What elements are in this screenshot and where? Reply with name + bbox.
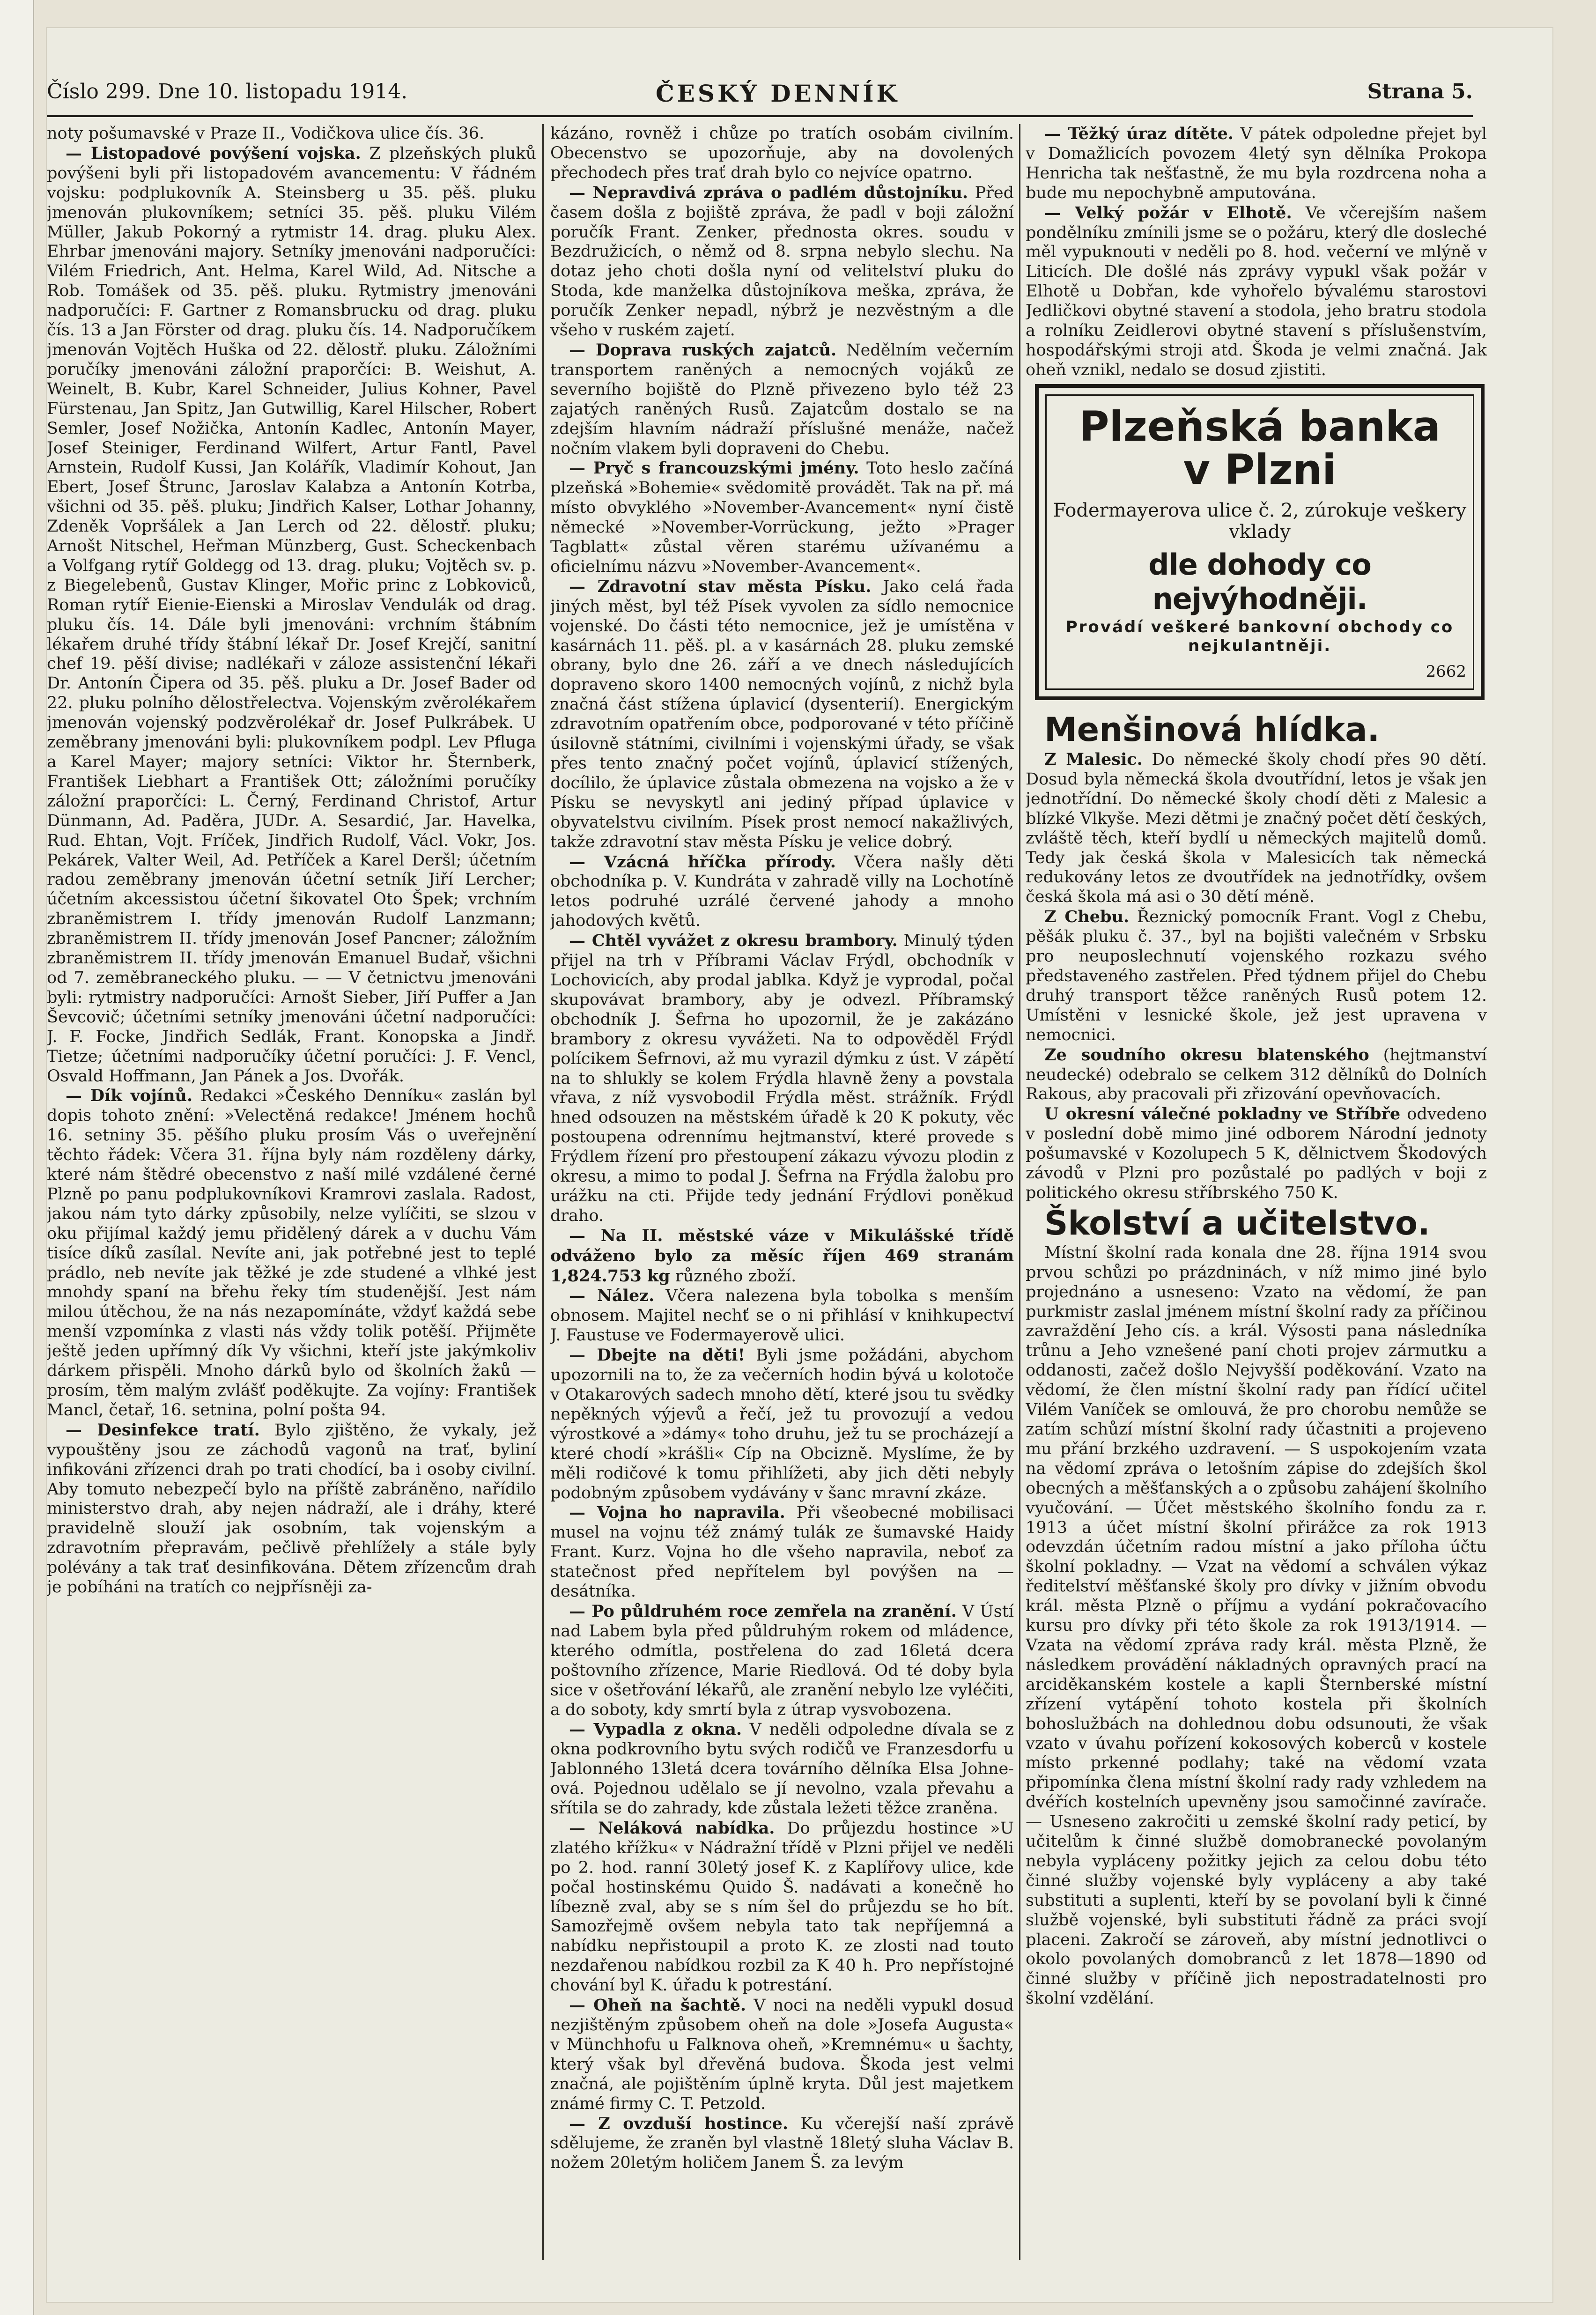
article-text: Toto heslo začíná plzeňská »Bohemie« svědomitě provádět. Tak na př. má místo obvyklého »November-Avancement« nyní čistě německé »November-Vorrückung, ježto »Prager Tagblatt« zůstal věren starému užívanému a oficielnímu názvu »November-Avancement«. [550, 459, 1014, 576]
article [550, 340, 1014, 459]
article-headline: — Vzácná hříčka přírody. [569, 852, 836, 872]
article-headline: — Vojna ho napravila. [569, 1503, 785, 1523]
article-text: Včera našly děti obchodníka p. V. Kundráta v zahradě villy na Lochotíně letos podruhé uzrálé červené jahody a mnoho jahodových květů. [550, 852, 1014, 931]
article [550, 1819, 1014, 1996]
article-headline: — Neláková nabídka. [569, 1818, 775, 1838]
article-text: V Ústí nad Labem byla před půldruhým rokem od mládence, kterého odmítla, postřelena do zad 16letá dcera poštovního zřízence, Marie Riedlová. Od té doby byla sice v ošetřování lékařů, ale zranění nebylo lze vyléčiti, a do soboty, kdy smrtí byla z útrap vysvobozena. [550, 1602, 1014, 1719]
page-header [47, 80, 1473, 117]
article [550, 1286, 1014, 1346]
ad-bank-name: Plzeňská banka [1079, 402, 1441, 451]
column-1 [47, 124, 536, 2260]
article-text: Včera nalezena byla tobolka s menším obnosem. Majitel nechť se o ni přihlásí v knihkupectví J. Faustuse ve Fodermayerově ulici. [550, 1287, 1014, 1345]
article-text: V neděli odpoledne dívala se z okna podkrovního bytu svých rodičů ve Franzesdorfu u Jablonného 13letá dcera továrního dělníka Elsa Johne-ová. Pojednou udělalo se jí nevolno, vzala převahu a sřítila se do zahrady, kde zůstala ležeti těžce zraněna. [550, 1720, 1014, 1818]
newspaper-title: ČESKÝ DENNÍK [656, 80, 900, 107]
ad-address: Fodermayerova ulice č. 2, zúrokuje veškery vklady [1053, 500, 1467, 543]
article [47, 144, 536, 1087]
issue-and-date: Číslo 299. Dne 10. listopadu 1914. [47, 80, 408, 104]
article-headline: — Těžký úraz dítěte. [1044, 124, 1234, 143]
article-text: Řeznický pomocník Frant. Vogl z Chebu, pěšák pluku č. 37., byl na bojišti valečném v Srbsku pro neuposlechnutí vojenského rozkazu svého představeného zastřelen. Před týdnem přijel do Chebu druhý transport těžce raněných Rusů potem 12. Umístěni v lesnické škole, jež jest upravena v nemocnici. [1026, 908, 1487, 1044]
column-3-bottom [1026, 710, 1487, 2009]
article-headline: — Zdravotní stav města Písku. [569, 577, 872, 596]
article-text: Redakci »Českého Denníku« zaslán byl dopis tohoto znění: »Velectěná redakce! Jménem hochů 16. setniny 35. pěšího pluku prosím Vás o uveřejnění těchto řádek: Včera 31. října byly nám rozděleny dárky, které nám štědré obecenstvo z naší milé vzdálené černé Plzně po panu podplukovníkovi Kramrovi zaslala. Radost, jakou nám tyto dárky způsobily, nelze vylíčiti, se slzou v oku přijímal každý jemu přidělený dárek a v duchu Vám tisíce díků zasílal. Nevíte ani, jak potřebné jest to teplé prádlo, neb nevíte jak těžké je zde studené a vlhké jest mnohdy spaní na břehu řeky tím studenější. Jest nám milou útěchou, že na nás nezapomínáte, vždyť každá sebe menší vzpomínka z vlasti nás vždy tolik potěší. Přijměte ještě jeden upřímný dík Vy všichni, kteří jste jakýmkoliv dárkem přispěli. Mnoho dárků bylo od školních žaků — prosím, těm malým zvlášť poděkujte. Za vojíny: František Mancl, četař, 16. setnina, polní pošta 94. [47, 1087, 536, 1420]
article [550, 1226, 1014, 1287]
article-headline: — Doprava ruských zajatců. [569, 340, 837, 360]
article [550, 183, 1014, 340]
article [550, 1503, 1014, 1602]
article [550, 852, 1014, 932]
article [47, 1420, 536, 1598]
article-text: Do průjezdu hostince »U zlatého křížku« v Nádražní třídě v Plzni přijel ve neděli po 2. hod. ranní 30letý josef K. z Kaplířovy ulice, kde počal hostinskému Quido Š. nadávati a konečně ho líbezně zval, aby se s ním šel do průjezdu se ho bít. Samozřejmě ovšem nebyla tato tak nepříjemná a nabídku nepřistoupil a proto K. ze zlosti nad touto nezdařenou nabídkou rozbil za K 40 h. Pro nepřístojné chování byl K. úřadu k potrestání. [550, 1819, 1014, 1995]
article [550, 1602, 1014, 1720]
ad-bank-city: v Plzni [1183, 445, 1337, 494]
column-rule [1019, 124, 1020, 2260]
article-headline: — Velký požár v Elhotě. [1044, 203, 1292, 222]
article-text: Bylo zjištěno, že vykaly, jež vypouštěny jsou ze záchodů vagonů na trať, byliní infikováni zřízenci drah po trati chodící, ba i osoby civilní. Aby tomuto nebezpečí bylo na příště zabráněno, nařídilo ministerstvo drah, aby nejen nádraží, ale i dráhy, které pravidelně slouží jak osobním, tak vojenským a zdravotním přepravám, pečlivě přehlížely a stále byly polévány a tak trať desinfikována. Dětem zřízencům drah je pobíháni na tratích co nejpřísněji za- [47, 1420, 536, 1597]
article-headline: Z Chebu. [1044, 907, 1130, 927]
article-headline: — Po půldruhém roce zemřela na zranění. [569, 1601, 957, 1621]
article-text: kázáno, rovněž i chůze po tratích osobám civilním. Obecenstvo se upozorňuje, aby na dovolených přechodech přes trať drah bylo co nejvíce opatrno. [550, 124, 1014, 182]
article [550, 577, 1014, 852]
article-text: odvedeno v poslední době mimo jiné odborem Národní jednoty pošumavské v Kozolupech 5 K, dělnictvem Škodových závodů v Plzni pro pozůstalé po padlých v boji z politického okresu stříbrského 750 K. [1026, 1105, 1487, 1202]
column-rule [542, 124, 544, 2260]
article-headline: — Chtěl vyvážet z okresu brambory. [569, 931, 898, 951]
article-text: Ve včerejším našem pondělníku zmínili jsme se o požáru, který dle dosleché měl vypuknouti v neděli po 8. hod. večerní ve mlýně v Liticích. Dle došlé nás zprávy vypukl však požár v Elhotě u Dobřan, kde vyhořelo bývalému starostovi Jedličkovi obytné stavení a stodola, jeho bratru stodola a rolníku Zeidlerovi obytné stavení s příslušenstvím, hospodářskými stroji atd. Škoda je velmi značná. Jak oheň vznikl, nedalo se dosud zjistiti. [1026, 203, 1487, 379]
article-text: Místní školní rada konala dne 28. října 1914 svou prvou schůzi po prázdninách, v níž mimo jiné bylo projednáno a usneseno: Vzato na vědomí, že pan purkmistr zaslal jménem místní školní rady za příčinou zavraždění Jeho cís. a král. Výsosti pana následníka trůnu a Jeho vznešené paní choti projev zármutku a oddanosti, začež došlo Nejvyšší poděkování. Vzato na vědomí, že člen místní školní rady pan řídící učitel Vilém Vaníček se omlouvá, že pro chorobu nemůže se zatím schůzí místní školní rady účastniti a projeveno mu přání brzkého uzdravení. — S uspokojením vzata na vědomí zpráva o letošním zápise do zdejších škol obecných a měšťanských a o způsobu zahájení školního vyučování. — Účet městského školního fondu za r. 1913 a účet místní školní přirážce za rok 1913 odevzdán účetním radou místní a jako příloha účtu školní pokladny. — Vzat na vědomí a schválen výkaz ředitelství měšťanské školy pro dívky v jižním obvodu král. města Plzně o příjmu a vydání pokračovacího kursu pro dívky při této škole za rok 1913/1914. — Vzata na vědomí zpráva rady král. města Plzně, že následkem provádění nákladných opravných prací na arciděkanském kostele a kapli Šternberské místní zřízení vytápění tohoto kostela při školních bohoslužbách na dohlednou dobu odsunouti, že však vzato v úvahu pořízení kokosových koberců v kostele místo prkenné podlahy; také na vědomí vzata připomínka člena místní školní rady rady vzhledem na dvéřích kostelních upevněny jsou samočinné zavírače. — Usneseno zakročiti u zemské školní rady peticí, by učitelům k činné službě domobranecké povolaným nebyla vypláceny požitky jejich za celou dobu této činné služby vojenské byly vypláceny a aby také substituti a suplenti, kteří by se povolaní byli k činné službě vojenské, byli substituti řádně za práci svojí placeni. Zakročí se zároveň, aby místní jednotlivci o okolo povolaných domobranců z let 1878—1890 od činné služby v příčině jich nepostradatelnosti pro školní vzdělání. [1026, 1243, 1487, 2008]
page-number: Strana 5. [1367, 80, 1473, 104]
article [1026, 750, 1487, 907]
article [550, 1720, 1014, 1819]
article-headline: Z Malesic. [1044, 750, 1143, 769]
article-headline: — Oheň na šachtě. [569, 1996, 746, 2015]
article [550, 1346, 1014, 1503]
article [1026, 124, 1487, 203]
article-headline: Ze soudního okresu blatenského [1044, 1045, 1369, 1065]
article-headline: — Nepravdivá zpráva o padlém důstojníku. [569, 183, 968, 202]
article-text: Před časem došla z bojiště zpráva, že padl v boji záložní poručík Frant. Zenker, přednosta okres. soudu v Bezdružicích, o němž od 8. srpna nebylo slechu. Na dotaz jeho choti došla nyní od velitelství pluku do Stoda, kde manželka důstojníkova meška, zpráva, že poručík Zenker nepadl, nýbrž je nezvěstným a dle všeho v ruském zajetí. [550, 183, 1014, 340]
article [1026, 203, 1487, 379]
article-text: Nedělním večerním transportem raněných a nemocných vojáků ze severního bojiště do Plzně přivezeno bylo též 23 zajatých raněných Rusů. Zajatcům dostalo se na zdejším hlavním nádraží příslušné menáže, načež nočním vlakem byli dopraveni do Chebu. [550, 340, 1014, 458]
article-headline: — Nález. [569, 1286, 655, 1306]
article-text: (hejtmanství neudecké) odebralo se celkem 312 dělníků do Dolních Rakous, aby pracovali při zřizování opevňovacích. [1026, 1045, 1487, 1104]
article-text: Minulý týden přijel na trh v Příbrami Václav Frýdl, obchodník v Lochovicích, aby prodal jablka. Když je vyprodal, počal skupovávat brambory, aby je odvezl. Příbramský obchodník J. Šefrna ho upozornil, že je zakázáno brambory z okresu vyvážeti. Na to odpověděl Frýdl polícikem Šefrnovi, až mu vyrazil dýmku z úst. V zápětí na to shlukly se kolem Frýdla hlavně ženy a povstala vřava, z níž vysvobodil Frýdla měst. strážník. Frýdl hned odsouzen na městském úřadě k 20 K pokuty, věc postoupena odrennímu hejtmanství, které provede s Frýdlem řízení pro přestoupení zákazu vývozu plodin z okresu, a mimo to podal J. Šefrna na Frýdla žalobu pro urážku na cti. Přijde tedy jednání Frýdlovi poněkud draho. [550, 932, 1014, 1225]
article [550, 931, 1014, 1226]
article-headline: — Dík vojínů. [66, 1086, 193, 1106]
article-headline: — Desinfekce tratí. [66, 1420, 260, 1440]
ad-code: 2662 [1426, 662, 1466, 681]
column-2 [550, 124, 1014, 2260]
ad-slogan: dle dohody co nejvýhodněji. [1148, 547, 1371, 616]
article-text: V pátek odpoledne přejet byl v Domažlicích povozem 4letý syn dělníka Prokopa Henricha tak nešťastně, že mu byla rozdrcena noha a bude mu nepochybně amputována. [1026, 125, 1487, 202]
article [550, 2114, 1014, 2174]
article-text: Z plzeňských pluků povýšeni byli při listopadovém avancementu: V řádném vojsku: podplukovník A. Steinsberg u 35. pěš. pluku jmenován plukovníkem; setníci 35. pěš. pluku Vilém Müller, Jakub Pokorný a rytmistr 14. drag. pluku Alex. Ehrbar jmenováni majory. Setníky jmenováni nadporučíci: Vilém Friedrich, Ant. Helma, Karel Wild, Ad. Nitsche a Rob. Tomášek od 35. pěš. pluku. Rytmistry jmenováni nadporučíci: F. Gartner z Romansbrucku od drag. pluku čís. 13 a Jan Förster od drag. pluku čís. 14. Nadporučíkem jmenován Vojtěch Huška od 22. dělostř. pluku. Záložními poručíky jmenováni záložní praporčíci: B. Weishut, A. Weinelt, B. Kubr, Karel Schneider, Julius Kohner, Pavel Fürstenau, Jan Spitz, Jan Gutwillig, Karel Hilscher, Robert Semler, Josef Nožička, Antonín Kadlec, Antonín Mayer, Josef Steiniger, Ferdinand Wilfert, Artur Fantl, Pavel Arnstein, Rudolf Kussi, Jan Kolářík, Vladimír Kohout, Jan Ebert, Josef Štrunc, Jaroslav Kalabza a Antonín Kotrba, všichni od 35. pěš. pluku; Jindřich Kalser, Lothar Johanny, Zdeněk Vopršálek a Jan Lerch od 22. dělostř. pluku; Arnošt Nitschel, Heřman Münzberg, Gust. Scheckenbach a Volfgang rytíř Goldegg od 13. drag. pluku; Vojtěch sv. p. z Biegelebenů, Gustav Klinger, Mořic princ z Lobkoviců, Roman rytíř Eienie-Eienski a Miroslav Vendulák od drag. pluku čís. 14. Dále byli jmenováni: vrchním štábním lékařem druhé třídy štábní lékař Dr. Josef Krejčí, sanitní chef 19. pěší divise; nadlékaři v záloze assistenční lékaři Dr. Antonín Čipera od 35. pěš. pluku a Dr. Josef Bader od 22. pluku polního dělostřelectva. Vojenským zvěrolékařem jmenován vojenský podzvěrolékař dr. Josef Pulkrábek. U zeměbrany jmenováni byli: plukovníkem podpl. Lev Pfluga a Karel Mayer; majory setníci: Viktor hr. Šternberk, František Liebhart a František Ott; záložními poručíky záložní praporčíci: L. Černý, Ferdinand Christof, Artur Dünmann, Ad. Paděra, JUDr. A. Sesardić, Jar. Havelka, Rud. Ehtan, Vojt. Fríček, Jindřich Rudolf, Václ. Vokr, Jos. Pekárek, Valter Weil, Ad. Petříček a Karel Deršl; účetním radou zeměbrany jmenován účetní setník Jiří Lercher; účetním akcessistou účetní šikovatel Oto Špek; vrchním zbraněmistrem I. třídy jmenován Rudolf Lanzmann; zbraněmistrem II. třídy jmenován Josef Pancner; záložním zbraněmistrem II. třídy jmenován Emanuel Budař, všichni od 7. zeměbraneckého pluku. — — V četnictvu jmenováni byli: rytmistry nadporučíci: Arnošt Sieber, Jiří Puffer a Jan Ševcovič; účetními setníky jmenováni účetní nadporučíci: J. F. Focke, Jindřich Sedlák, Frant. Konopska a Jindř. Tietze; účetními nadporučíky účetní poručíci: J. F. Vencl, Osvald Hoffmann, Jan Pánek a Jos. Dvořák. [47, 144, 536, 1086]
article-text: Jako celá řada jiných měst, byl též Písek vyvolen za sídlo nemocnice vojenské. Do části této nemocnice, jež je umístěna v kasárnách 11. pěš. pl. a v kasárnách 28. pluku zemské obrany, bylo dne 26. září a ve dnech následujících dopraveno skoro 1400 nemocných vojínů, z nichž byla značná část stížena úplavicí (dysenterií). Energickým zdravotním opatřením obce, podporované v této příčině úsilovně státními, civilními i vojenskými úřady, se však přes tento značný počet vojínů, úplavicí stížených, docílilo, že úplavice zůstala obmezena na vojsko a že v Písku se nevyskytl ani jediný případ úplavice v obyvatelstvu civilním. Písek prost nemocí nakažlivých, takže zdravotní stav města Písku je velice dobrý. [550, 577, 1014, 851]
article [550, 1996, 1014, 2114]
article-text: různého zboží. [675, 1266, 797, 1286]
binding-margin [0, 0, 34, 2315]
article-headline: — Listopadové povýšení vojska. [66, 143, 361, 163]
section-title-minority-watch: Menšinová hlídka. [1044, 710, 1380, 749]
article-text: V noci na neděli vypukl dosud nezjištěným způsobem oheň na dole »Josefa Augusta« v Münchhofu u Falknova oheň, »Kremnému« u šachty, který však byl dřevěná budova. Škoda jest velmi značná, ale pojištěním úplně kryta. Důl jest majetkem známé firmy C. T. Petzold. [550, 1996, 1014, 2113]
article-headline: — Z ovzduší hostince. [569, 2114, 789, 2133]
bank-advertisement [1035, 384, 1485, 700]
article [47, 1086, 536, 1420]
section-title-education: Školství a učitelstvo. [1044, 1204, 1430, 1243]
article-headline: — Dbejte na děti! [569, 1346, 745, 1365]
article-headline: — Vypadla z okna. [569, 1720, 742, 1739]
article [550, 459, 1014, 577]
article [1026, 1104, 1487, 1203]
column-3-top [1026, 124, 1487, 379]
article-text: Při všeobecné mobilisaci musel na vojnu též známý tulák ze šumavské Haidy Frant. Kurz. Vojna ho dle všeho napravila, neboť za statečnost před nepřítelem byl povýšen na — desátníka. [550, 1503, 1014, 1601]
article-text: noty pošumavské v Praze II., Vodičkova ulice čís. 36. [47, 124, 485, 143]
article-text: Byli jsme požádáni, abychom upozornili na to, že za večerních hodin bývá u kolotoče v Otakarových sadech mnoho dětí, které jsou tu svědky nepěkných výjevů a řečí, jež tu provozují a vedou výrostkové a »dámy« toho druhu, jež tu se procházejí a které chodí »krášli« Cíp na Obcizně. Myslíme, že by měli rodičové k tomu přihlížeti, aby jich děti nebyly podobným způsobem vydávány v šanc mravní zkáze. [550, 1346, 1014, 1502]
article-headline: U okresní válečné pokladny ve Stříbře [1044, 1104, 1401, 1124]
ad-inner-frame [1045, 394, 1474, 690]
article [1026, 907, 1487, 1045]
article-text: Ku včerejší naší zprávě sdělujeme, že zraněn byl vlastně 18letý sluha Václav B. nožem 20letým holičem Janem Š. za levým [550, 2114, 1014, 2173]
article-text: Do německé školy chodí přes 90 dětí. Dosud byla německá škola dvoutřídní, letos je však jen jednotřídní. Do německé školy chodí děti z Malesic a blízké Vlkyše. Mezi dětmi je značný počet dětí českých, zvláště těch, kteří bydlí u německých majitelů domů. Tedy jak česká škola v Malesicích tak německá redukovány letos ze dvoutřídek na jednotřídky, ovšem česká škola má asi o 30 dětí méně. [1026, 750, 1487, 907]
article-headline: — Na II. městské váze v Mikulášské třídě odváženo bylo za měsíc říjen 469 stranám 1,824.753 kg [550, 1226, 1014, 1286]
article-headline: — Pryč s francouzskými jmény. [569, 459, 859, 478]
article [1026, 1045, 1487, 1105]
ad-services: Provádí veškeré bankovní obchody co nejkulantněji. [1065, 618, 1454, 655]
